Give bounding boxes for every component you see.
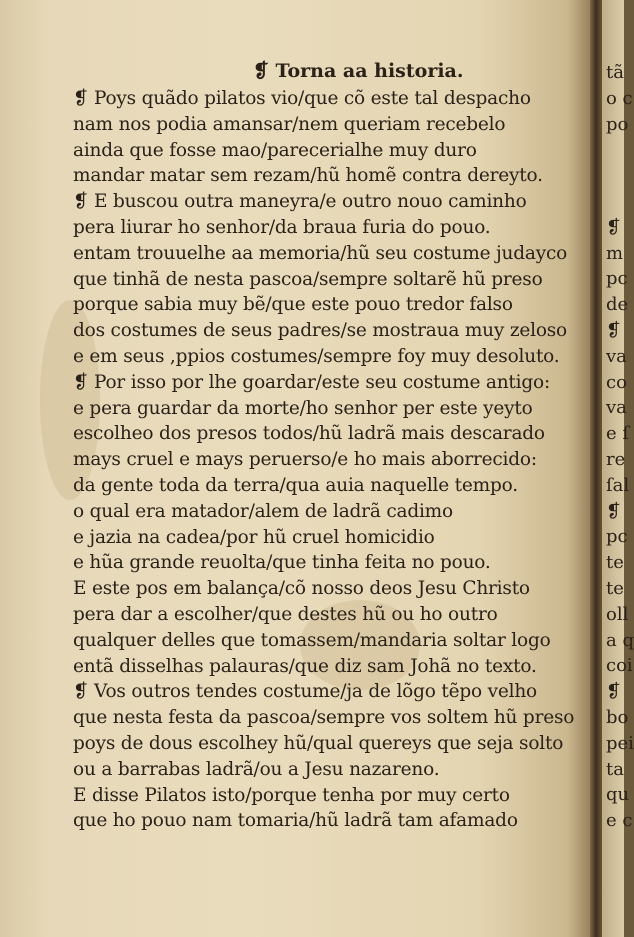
text-line: que tinhã de nesta pascoa/sempre soltarẽ hũ preso [73, 268, 543, 290]
fragment: ❡ [606, 500, 622, 522]
text-line: E disse Pilatos isto/porque tenha por muy certo [73, 784, 510, 806]
fragment: ta [606, 758, 624, 780]
fragment [606, 163, 634, 189]
text-line: ou a barrabas ladrã/ou a Jesu nazareno. [73, 758, 440, 780]
text-line: escolheo dos presos todos/hũ ladrã mais descarado [73, 423, 545, 445]
fragment: oll [606, 603, 629, 625]
section-heading: ❡ Torna aa historia. [253, 60, 464, 82]
text-line: nam nos podia amansar/nem queriam recebelo [73, 113, 506, 135]
fragment: va [606, 345, 627, 367]
fragment: qu [606, 784, 630, 806]
fragment: m [606, 242, 624, 264]
text-line: mays cruel e mays peruerso/e ho mais aborrecido: [73, 449, 537, 471]
text-line: e pera guardar da morte/ho senhor per este yeyto [73, 397, 533, 419]
text-line: mandar matar sem rezam/hũ homẽ contra dereyto. [73, 165, 543, 187]
fragment: ❡ [606, 216, 622, 238]
fragment: o c [606, 87, 633, 109]
fragment: de [606, 294, 629, 316]
fragment: co [606, 371, 627, 393]
text-line: ainda que fosse mao/parecerialhe muy duro [73, 139, 477, 161]
text-line: qualquer delles que tomassem/mandaria soltar logo [73, 629, 551, 651]
text-line: entã disselhas palauras/que diz sam Johã no texto. [73, 655, 537, 677]
fragment [606, 137, 634, 163]
text-line: pera dar a escolher/que destes hũ ou ho outro [73, 603, 498, 625]
fragment: e c [606, 810, 633, 832]
fragment: re [606, 448, 626, 470]
fragment: te [606, 577, 624, 599]
text-line: pera liurar ho senhor/da braua furia do pouo. [73, 216, 491, 238]
text-line: porque sabia muy bẽ/que este pouo tredor falso [73, 294, 513, 316]
fragment: po [606, 113, 629, 135]
fragment: pc [606, 268, 628, 290]
fragment: va [606, 397, 627, 419]
text-line: que nesta festa da pascoa/sempre vos soltem hũ preso [73, 707, 575, 729]
fragment: te [606, 552, 624, 574]
text-line: o qual era matador/alem de ladrã cadimo [73, 500, 453, 522]
text-line: dos costumes de seus padres/se mostraua muy zeloso [73, 320, 567, 342]
text-line: e hũa grande reuolta/que tinha feita no pouo. [73, 552, 491, 574]
fragment: a q [606, 629, 634, 651]
text-line: ❡ Poys quãdo pilatos vio/que cõ este tal despacho [73, 88, 531, 109]
text-line: e jazia na cadea/por hũ cruel homicidio [73, 526, 435, 548]
text-line: ❡ E buscou outra maneyra/e outro nouo caminho [73, 191, 527, 213]
fragment [606, 189, 634, 215]
fragment: ſal [606, 474, 630, 496]
fragment: coi [606, 655, 633, 677]
text-lines [73, 86, 595, 834]
fragment: tã [606, 62, 624, 83]
text-line: E este pos em balança/cõ nosso deos Jesu Christo [73, 578, 530, 600]
text-line: entam trouuelhe aa memoria/hũ seu costume judayco [73, 242, 568, 264]
fragment: ❡ [606, 319, 622, 341]
left-page-text [73, 56, 595, 834]
text-line: poys de dous escolhey hũ/qual quereys que seja solto [73, 732, 564, 754]
fragment: pei [606, 732, 634, 754]
text-line: da gente toda da terra/qua auia naquelle tempo. [73, 474, 518, 496]
fragment: bo [606, 706, 629, 728]
text-line: ❡ Vos outros tendes costume/ja de lõgo tẽpo velho [73, 681, 537, 703]
right-page-fragments [606, 60, 634, 834]
fragment: pc [606, 526, 628, 548]
text-line: ❡ Por isso por lhe goardar/este seu costume antigo: [73, 371, 550, 393]
fragment: e ſ [606, 423, 630, 445]
text-line: e em seus ,ppios costumes/sempre foy muy desoluto. [73, 345, 560, 367]
text-line: que ho pouo nam tomaria/hũ ladrã tam afamado [73, 810, 518, 832]
fragment: ❡ [606, 681, 622, 703]
